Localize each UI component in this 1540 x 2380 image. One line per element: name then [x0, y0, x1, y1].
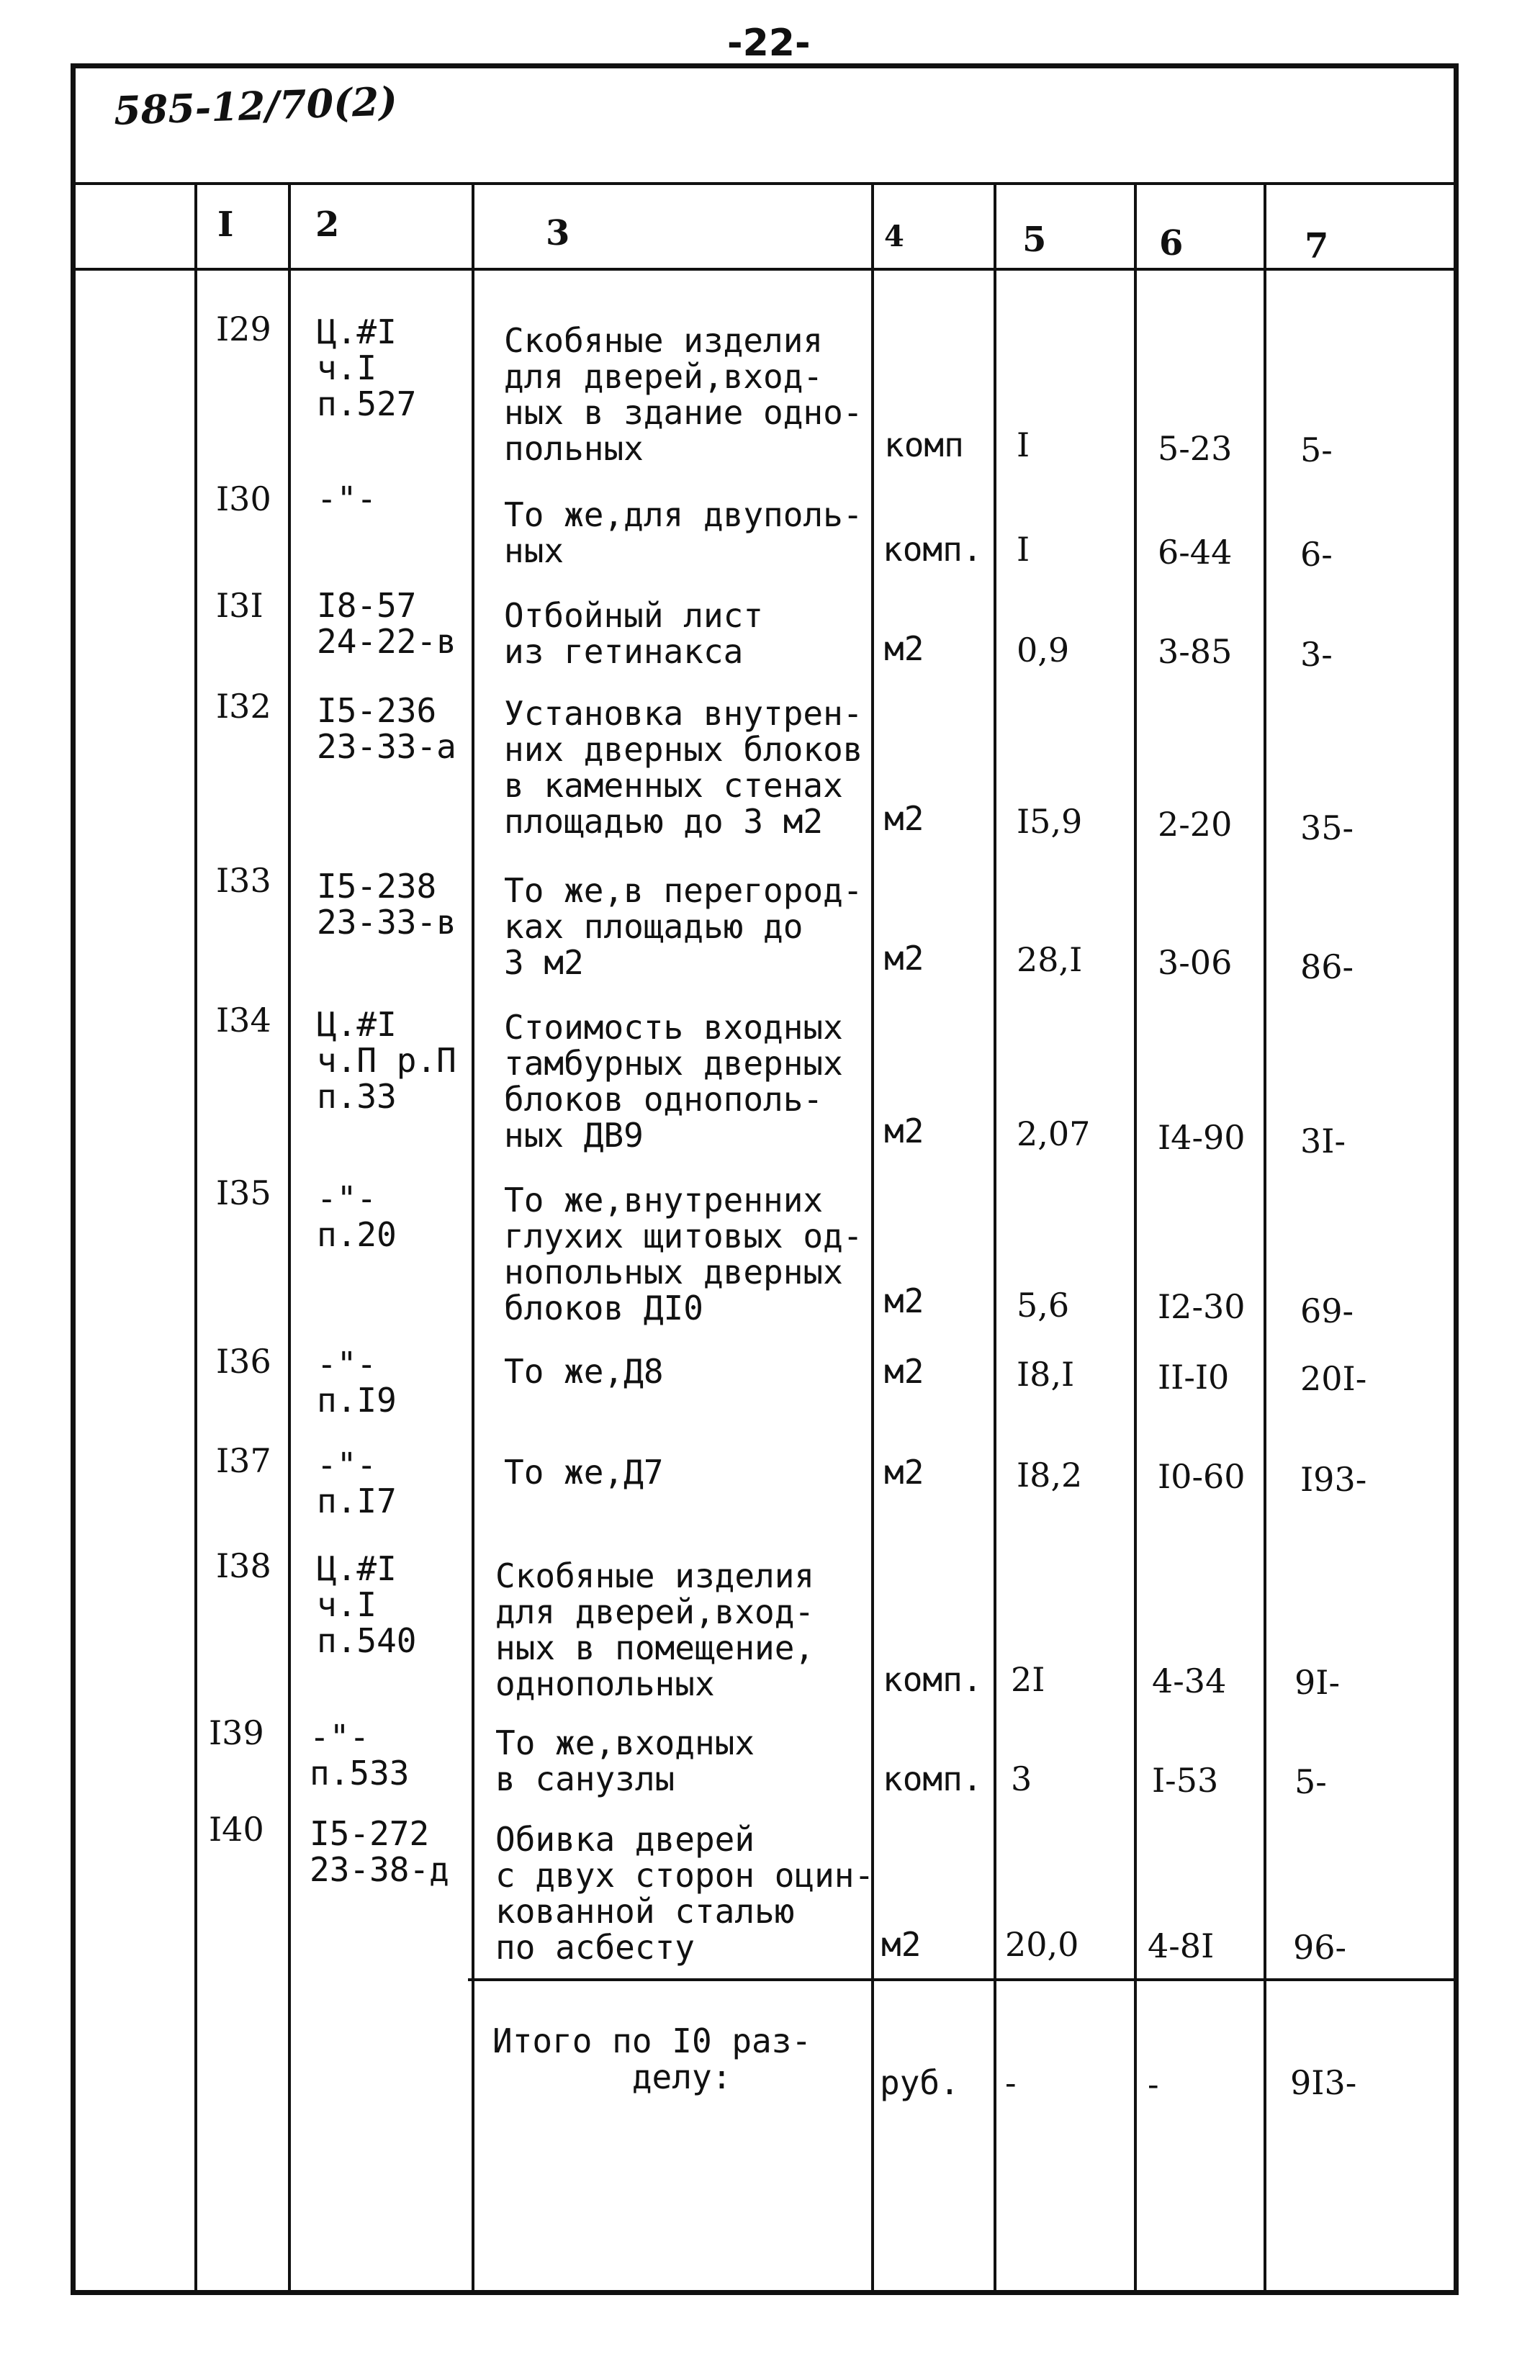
row-price: 4-34	[1152, 1662, 1227, 1700]
summary-rule	[468, 1978, 1459, 1981]
row-unit: м2	[881, 1925, 922, 1964]
col-header-3: 3	[546, 213, 570, 253]
row-unit: м2	[884, 939, 924, 978]
row-total: 6-	[1300, 535, 1333, 574]
row-price: I-53	[1152, 1761, 1219, 1800]
row-description: Скобяные изделия для дверей,вход- ных в здание одно- польных	[504, 321, 863, 468]
row-total: 5-	[1294, 1762, 1327, 1801]
row-unit: м2	[884, 1281, 924, 1320]
row-code: I5-236 23-33-а	[317, 691, 456, 766]
row-unit: м2	[884, 1352, 924, 1391]
row-quantity: 3	[1011, 1759, 1032, 1798]
row-unit: комп	[884, 425, 964, 464]
col-header-1: I	[217, 204, 234, 245]
row-description: То же,в перегород- ках площадью до 3 м2	[504, 871, 863, 982]
header-top-rule	[71, 182, 1459, 185]
row-number: I33	[216, 861, 271, 900]
summary-quantity: -	[1005, 2063, 1017, 2102]
row-number: I40	[209, 1810, 264, 1849]
row-description: То же,Д7	[504, 1453, 664, 1492]
row-total: 3I-	[1300, 1122, 1346, 1160]
row-quantity: I	[1017, 530, 1030, 569]
summary-label: Итого по I0 раз- делу:	[492, 2021, 812, 2096]
col-divider-6	[1134, 182, 1137, 2295]
row-description: Установка внутрен- них дверных блоков в каменных стенах площадью до 3 м2	[504, 694, 863, 841]
row-unit: м2	[884, 629, 924, 668]
row-description: То же,внутренних глухих щитовых од- нопольных дверных блоков ДI0	[504, 1181, 863, 1328]
row-quantity: I5,9	[1017, 802, 1083, 841]
col-header-4: 4	[884, 220, 904, 253]
col-divider-4	[871, 182, 874, 2295]
row-description: Стоимость входных тамбурных дверных блоков однополь- ных ДВ9	[504, 1008, 843, 1155]
row-unit: м2	[884, 799, 924, 838]
row-code: -"- п.20	[317, 1179, 397, 1254]
row-description: То же,для двуполь- ных	[504, 495, 863, 570]
row-description: То же,Д8	[504, 1352, 664, 1391]
row-code: I5-272 23-38-д	[310, 1814, 449, 1889]
row-total: 9I-	[1294, 1663, 1340, 1702]
col-divider-7	[1264, 182, 1266, 2295]
summary-total: 9I3-	[1290, 2063, 1357, 2102]
row-code: Ц.#I ч.I п.540	[317, 1549, 417, 1660]
row-description: Скобяные изделия для дверей,вход- ных в помещение, однопольных	[495, 1556, 815, 1703]
col-divider-1	[194, 182, 197, 2295]
row-price: I0-60	[1158, 1457, 1246, 1496]
header-bottom-rule	[71, 268, 1459, 271]
row-unit: м2	[884, 1112, 924, 1150]
row-price: 3-06	[1158, 943, 1233, 982]
row-code: -"- п.I9	[317, 1345, 397, 1420]
row-description: Обивка дверей с двух сторон оцин- кованной сталью по асбесту	[495, 1820, 875, 1967]
row-quantity: 28,I	[1017, 940, 1083, 979]
col-header-7: 7	[1305, 226, 1329, 266]
row-quantity: I8,2	[1017, 1456, 1083, 1495]
col-header-6: 6	[1159, 223, 1184, 263]
row-price: 3-85	[1158, 632, 1233, 671]
row-quantity: 0,9	[1017, 631, 1070, 670]
summary-unit: руб.	[880, 2063, 960, 2102]
row-unit: комп.	[883, 1759, 983, 1798]
row-quantity: I8,I	[1017, 1355, 1075, 1394]
col-header-5: 5	[1022, 220, 1047, 260]
row-code: I5-238 23-33-в	[317, 867, 456, 942]
row-number: I3I	[216, 586, 264, 625]
summary-price: -	[1148, 2065, 1159, 2104]
row-number: I35	[216, 1173, 271, 1212]
row-price: I2-30	[1158, 1287, 1246, 1326]
row-total: 20I-	[1300, 1359, 1367, 1398]
row-total: 3-	[1300, 635, 1333, 674]
row-quantity: 2I	[1011, 1660, 1045, 1699]
row-unit: комп.	[883, 1660, 983, 1699]
row-price: I4-90	[1158, 1118, 1246, 1157]
row-total: 69-	[1300, 1292, 1354, 1330]
row-price: 5-23	[1158, 429, 1233, 468]
row-price: II-I0	[1158, 1358, 1230, 1397]
row-quantity: 2,07	[1017, 1114, 1091, 1153]
row-price: 2-20	[1158, 805, 1233, 844]
row-number: I37	[216, 1441, 271, 1480]
document-code: 585-12/70(2)	[113, 78, 398, 134]
row-price: 4-8I	[1148, 1926, 1215, 1965]
row-total: 96-	[1293, 1928, 1347, 1967]
row-number: I30	[216, 479, 271, 518]
row-number: I38	[216, 1546, 271, 1585]
row-description: То же,входных в санузлы	[495, 1723, 755, 1798]
row-total: 86-	[1300, 947, 1354, 986]
row-quantity: I	[1017, 425, 1030, 464]
col-header-2: 2	[315, 204, 340, 245]
row-code: Ц.#I ч.П р.П п.33	[317, 1005, 456, 1116]
row-description: Отбойный лист из гетинакса	[504, 596, 764, 671]
row-total: 5-	[1300, 431, 1333, 469]
row-code: -"-	[317, 479, 377, 518]
row-number: I32	[216, 687, 271, 726]
row-price: 6-44	[1158, 533, 1233, 572]
page-number: -22-	[727, 22, 811, 65]
row-unit: комп.	[883, 530, 983, 569]
row-quantity: 5,6	[1017, 1286, 1070, 1325]
col-divider-2	[288, 182, 291, 2295]
row-code: I8-57 24-22-в	[317, 586, 456, 661]
row-number: I34	[216, 1001, 271, 1040]
row-total: I93-	[1300, 1460, 1367, 1499]
row-number: I29	[216, 310, 271, 348]
row-unit: м2	[884, 1453, 924, 1492]
col-divider-3	[472, 182, 474, 2295]
row-quantity: 20,0	[1005, 1925, 1079, 1964]
row-code: Ц.#I ч.I п.527	[317, 312, 417, 423]
row-number: I36	[216, 1342, 271, 1381]
row-total: 35-	[1300, 808, 1354, 847]
row-code: -"- п.533	[310, 1718, 410, 1793]
col-divider-5	[994, 182, 996, 2295]
row-code: -"- п.I7	[317, 1446, 397, 1520]
row-number: I39	[209, 1713, 264, 1752]
